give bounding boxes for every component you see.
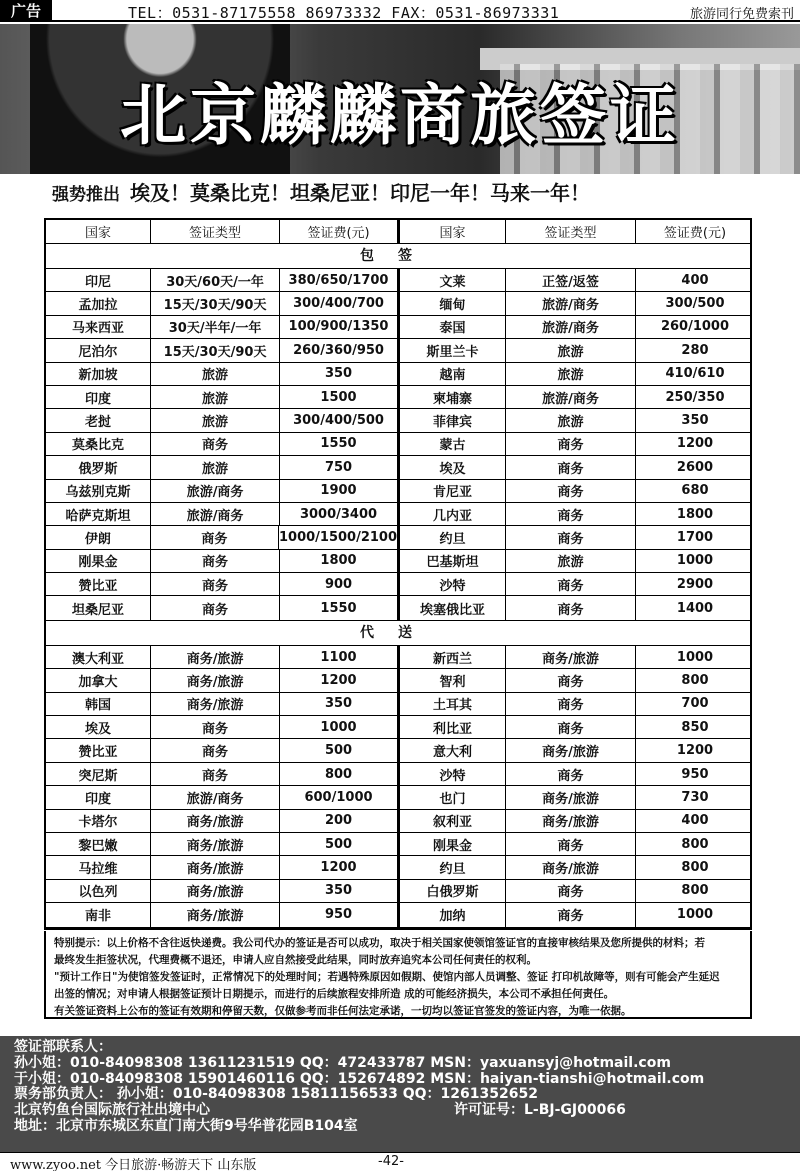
country-cell: 斯里兰卡	[400, 339, 506, 361]
visa-fee-cell: 260/360/950	[293, 342, 384, 358]
country-cell: 以色列	[46, 880, 151, 902]
country-cell: 俄罗斯	[46, 456, 151, 478]
visa-fee-cell: 280	[681, 342, 709, 358]
visa-type-cell: 旅游/商务	[151, 480, 280, 502]
visa-fee-cell: 500	[324, 836, 353, 852]
visa-type-cell: 商务	[151, 526, 279, 548]
country-cell: 突尼斯	[46, 763, 151, 785]
visa-fee-cell: 700	[681, 696, 709, 712]
country-cell: 南非	[46, 903, 151, 926]
visa-fee-cell: 800	[681, 672, 709, 688]
banner-title: 北京麟麟商旅签证	[120, 77, 680, 154]
table-row	[46, 833, 750, 856]
visa-type-cell: 商务/旅游	[506, 739, 636, 761]
header-visa-fee: 签证费(元)	[307, 226, 370, 241]
notice-line: 出签的情况；对申请人根据签证预计日期提示，而进行的后续旅程安排所造 成的可能经济损失，本公司不承担任何责任。	[54, 988, 615, 1000]
page-footer	[0, 1152, 800, 1171]
country-cell: 约旦	[400, 526, 506, 548]
visa-fee-cell: 1800	[320, 553, 357, 569]
visa-type-cell: 旅游	[506, 363, 636, 385]
table-row	[46, 596, 750, 619]
visa-fee-cell: 2600	[676, 459, 714, 475]
visa-fee-cell: 1200	[320, 860, 357, 876]
country-cell: 利比亚	[400, 716, 506, 738]
table-row	[46, 646, 750, 669]
visa-type-cell: 商务	[506, 880, 636, 902]
agency-name-text: 北京钓鱼台国际旅行社出境中心	[14, 1102, 210, 1119]
visa-fee-cell: 1200	[320, 672, 357, 688]
ad-tag: 广告	[0, 0, 52, 22]
visa-type-cell: 商务	[506, 526, 636, 548]
visa-fee-cell: 1200	[676, 436, 714, 452]
country-cell: 印度	[46, 786, 151, 808]
visa-type-cell: 商务	[506, 456, 636, 478]
special-notice	[44, 931, 752, 1019]
table-row	[46, 409, 750, 432]
visa-type-cell: 商务/旅游	[151, 810, 280, 832]
country-cell: 沙特	[400, 763, 506, 785]
country-cell: 加纳	[400, 903, 506, 926]
visa-type-cell: 商务	[151, 763, 280, 785]
visa-type-cell: 商务	[151, 596, 280, 619]
address-line: 地址：北京市东城区东直门南大街9号华普花园B104室	[14, 1117, 358, 1134]
table-row	[46, 669, 750, 692]
notice-line: 有关签证资料上公布的签证有效期和停留天数，仅做参考而非任何法定承诺，一切均以签证官签发的签证内容，为唯一依据。	[54, 1005, 632, 1017]
country-cell: 几内亚	[400, 503, 506, 525]
notice-line: "预计工作日"为使馆签发签证时，正常情况下的处理时间；若遇特殊原因如假期、使馆内部人员调整、签证 打印机故障等，则有可能会产生延迟	[54, 971, 720, 983]
agency-name	[14, 1103, 786, 1119]
visa-type-cell: 商务	[151, 433, 280, 455]
table-row	[46, 880, 750, 903]
country-cell: 埃及	[46, 716, 151, 738]
table-row	[46, 456, 750, 479]
visa-type-cell: 旅游/商务	[506, 292, 636, 314]
contact-block	[0, 1036, 800, 1152]
visa-fee-cell: 1500	[320, 389, 357, 405]
country-cell: 乌兹别克斯	[46, 480, 151, 502]
notice-line: 最终发生拒签状况，代理费概不退还，申请人应自然接受此结果，同时放弃追究本公司任何责任的权利。	[54, 954, 537, 966]
country-cell: 文莱	[400, 269, 506, 291]
country-cell: 柬埔寨	[400, 386, 506, 408]
visa-type-cell: 商务/旅游	[506, 810, 636, 832]
visa-fee-cell: 3000/3400	[299, 506, 378, 522]
visa-type-cell: 商务	[151, 739, 280, 761]
table-row	[46, 763, 750, 786]
visa-type-cell: 正签/返签	[506, 269, 636, 291]
top-contact-line: TEL：0531-87175558 86973332 FAX：0531-86973331	[128, 4, 560, 22]
visa-type-cell: 商务/旅游	[506, 786, 636, 808]
visa-fee-cell: 380/650/1700	[288, 272, 389, 288]
country-cell: 叙利亚	[400, 810, 506, 832]
top-strip	[0, 0, 800, 22]
country-cell: 莫桑比克	[46, 433, 151, 455]
visa-fee-cell: 260/1000	[660, 319, 730, 335]
visa-fee-cell: 1000	[676, 553, 714, 569]
table-body	[46, 244, 750, 928]
visa-type-cell: 商务/旅游	[151, 833, 280, 855]
notice-line: 特别提示：以上价格不含往返快递费。我公司代办的签证是否可以成功，取决于相关国家使领馆签证官的直接审核结果及您所提供的材料；若	[54, 937, 705, 949]
visa-type-cell: 商务	[506, 716, 636, 738]
header-visa-fee: 签证费(元)	[663, 226, 727, 241]
table-row	[46, 693, 750, 716]
visa-fee-cell: 680	[681, 483, 709, 499]
visa-fee-cell: 1000/1500/2100	[278, 529, 398, 545]
country-cell: 坦桑尼亚	[46, 596, 151, 619]
country-cell: 埃塞俄比亚	[400, 596, 506, 619]
visa-fee-cell: 350	[324, 696, 353, 712]
table-row	[46, 316, 750, 339]
country-cell: 土耳其	[400, 693, 506, 715]
section-label: 包签	[46, 244, 750, 269]
visa-fee-cell: 300/400/700	[293, 296, 384, 312]
visa-fee-cell: 410/610	[665, 366, 725, 382]
visa-fee-cell: 400	[681, 813, 709, 829]
visa-fee-cell: 600/1000	[304, 789, 373, 805]
section-rows	[46, 269, 750, 621]
country-cell: 蒙古	[400, 433, 506, 455]
country-cell: 黎巴嫩	[46, 833, 151, 855]
visa-type-cell: 商务	[506, 433, 636, 455]
country-cell: 老挝	[46, 409, 151, 431]
visa-type-cell: 旅游	[151, 386, 280, 408]
visa-type-cell: 商务	[506, 596, 636, 619]
visa-type-cell: 商务/旅游	[506, 646, 636, 668]
table-row	[46, 810, 750, 833]
visa-fee-cell: 200	[324, 813, 353, 829]
table-row	[46, 433, 750, 456]
table-row	[46, 363, 750, 386]
country-cell: 埃及	[400, 456, 506, 478]
visa-type-cell: 旅游	[151, 409, 280, 431]
visa-fee-cell: 800	[681, 883, 709, 899]
visa-fee-cell: 1550	[320, 436, 357, 452]
visa-fee-cell: 850	[681, 719, 709, 735]
banner	[0, 24, 800, 174]
visa-type-cell: 商务	[151, 716, 280, 738]
visa-fee-cell: 400	[681, 272, 709, 288]
country-cell: 新西兰	[400, 646, 506, 668]
visa-type-cell: 30天/60天/一年	[151, 269, 280, 291]
visa-type-cell: 商务	[151, 550, 280, 572]
promo-line	[52, 177, 590, 206]
visa-type-cell: 15天/30天/90天	[151, 292, 280, 314]
country-cell: 沙特	[400, 573, 506, 595]
country-cell: 刚果金	[46, 550, 151, 572]
visa-type-cell: 商务	[506, 693, 636, 715]
license-number: 许可证号：L-BJ-GJ00066	[454, 1102, 626, 1119]
country-cell: 赞比亚	[46, 573, 151, 595]
section-rows	[46, 646, 750, 928]
visa-fee-cell: 950	[324, 907, 353, 923]
visa-type-cell: 商务/旅游	[506, 856, 636, 878]
visa-type-cell: 15天/30天/90天	[151, 339, 280, 361]
page-number: -42-	[378, 1154, 404, 1169]
country-cell: 新加坡	[46, 363, 151, 385]
country-cell: 加拿大	[46, 669, 151, 691]
country-cell: 白俄罗斯	[400, 880, 506, 902]
visa-fee-cell: 1900	[320, 483, 357, 499]
country-cell: 澳大利亚	[46, 646, 151, 668]
visa-type-cell: 商务/旅游	[151, 903, 280, 926]
visa-fee-cell: 1200	[676, 743, 714, 759]
country-cell: 约旦	[400, 856, 506, 878]
table-row	[46, 339, 750, 362]
table-row	[46, 503, 750, 526]
visa-fee-cell: 1700	[676, 529, 714, 545]
visa-type-cell: 商务/旅游	[151, 669, 280, 691]
visa-type-cell: 旅游	[506, 409, 636, 431]
footer-site: www.zyoo.net 今日旅游·畅游天下 山东版	[10, 1158, 257, 1171]
country-cell: 越南	[400, 363, 506, 385]
visa-type-cell: 旅游/商务	[151, 503, 280, 525]
contact-line: 孙小姐：010-84098308 13611231519 QQ：472433787 MSN：yaxuansyj@hotmail.com	[14, 1054, 671, 1071]
table-row	[46, 550, 750, 573]
contact-heading: 签证部联系人：	[14, 1039, 112, 1055]
country-cell: 智利	[400, 669, 506, 691]
country-cell: 肯尼亚	[400, 480, 506, 502]
visa-type-cell: 旅游/商务	[506, 386, 636, 408]
visa-fee-cell: 1000	[676, 907, 714, 923]
visa-type-cell: 商务	[506, 833, 636, 855]
visa-type-cell: 旅游	[151, 363, 280, 385]
visa-fee-cell: 1800	[676, 506, 714, 522]
top-right-text: 旅游同行免费索刊	[689, 7, 794, 22]
visa-fee-cell: 730	[681, 789, 709, 805]
visa-fee-cell: 350	[681, 413, 709, 429]
visa-type-cell: 商务/旅游	[151, 646, 280, 668]
visa-type-cell: 商务	[506, 903, 636, 926]
visa-fee-cell: 350	[324, 366, 353, 382]
visa-fee-cell: 100/900/1350	[288, 319, 389, 335]
visa-fee-cell: 2900	[676, 576, 714, 592]
country-cell: 韩国	[46, 693, 151, 715]
country-cell: 赞比亚	[46, 739, 151, 761]
table-row	[46, 292, 750, 315]
promo-text: 埃及！莫桑比克！坦桑尼亚！印尼一年！马来一年！	[130, 181, 590, 205]
country-cell: 尼泊尔	[46, 339, 151, 361]
visa-fee-cell: 1000	[320, 719, 357, 735]
visa-fee-cell: 500	[324, 743, 353, 759]
table-row	[46, 480, 750, 503]
visa-fee-cell: 300/500	[665, 296, 725, 312]
visa-type-cell: 旅游/商务	[151, 786, 280, 808]
country-cell: 印度	[46, 386, 151, 408]
country-cell: 也门	[400, 786, 506, 808]
table-header	[46, 220, 750, 244]
country-cell: 卡塔尔	[46, 810, 151, 832]
country-cell: 刚果金	[400, 833, 506, 855]
visa-type-cell: 商务/旅游	[151, 856, 280, 878]
visa-fee-cell: 1550	[320, 600, 357, 616]
visa-type-cell: 旅游	[506, 339, 636, 361]
contact-line: 票务部负责人： 孙小姐：010-84098308 15811156533 QQ：1261352652	[14, 1086, 538, 1103]
visa-type-cell: 商务	[506, 480, 636, 502]
visa-type-cell: 商务	[506, 763, 636, 785]
visa-fee-cell: 750	[324, 459, 353, 475]
section-label: 代送	[46, 621, 750, 646]
table-row	[46, 269, 750, 292]
visa-fee-cell: 1100	[320, 649, 357, 665]
table-row	[46, 856, 750, 879]
visa-type-cell: 30天/半年/一年	[151, 316, 280, 338]
visa-type-cell: 旅游	[506, 550, 636, 572]
header-country: 国家	[400, 220, 506, 243]
country-cell: 巴基斯坦	[400, 550, 506, 572]
contact-line: 于小姐：010-84098308 15901460116 QQ：152674892 MSN：haiyan-tianshi@hotmail.com	[14, 1070, 705, 1087]
table-row	[46, 526, 750, 549]
visa-type-cell: 商务/旅游	[151, 880, 280, 902]
table-row	[46, 786, 750, 809]
visa-price-table	[44, 218, 752, 930]
header-visa-type: 签证类型	[506, 220, 636, 243]
visa-fee-cell: 350	[324, 883, 353, 899]
country-cell: 意大利	[400, 739, 506, 761]
visa-fee-cell: 250/350	[665, 389, 725, 405]
country-cell: 印尼	[46, 269, 151, 291]
visa-type-cell: 旅游	[151, 456, 280, 478]
country-cell: 缅甸	[400, 292, 506, 314]
country-cell: 伊朗	[46, 526, 151, 548]
visa-type-cell: 商务	[151, 573, 280, 595]
country-cell: 菲律宾	[400, 409, 506, 431]
visa-type-cell: 商务/旅游	[151, 693, 280, 715]
visa-type-cell: 商务	[506, 669, 636, 691]
country-cell: 哈萨克斯坦	[46, 503, 151, 525]
visa-fee-cell: 950	[681, 766, 709, 782]
country-cell: 马来西亚	[46, 316, 151, 338]
visa-fee-cell: 1000	[676, 649, 714, 665]
country-cell: 马拉维	[46, 856, 151, 878]
country-cell: 泰国	[400, 316, 506, 338]
country-cell: 孟加拉	[46, 292, 151, 314]
visa-fee-cell: 800	[681, 836, 709, 852]
promo-lead: 强势推出	[52, 185, 120, 205]
visa-type-cell: 商务	[506, 503, 636, 525]
visa-fee-cell: 900	[324, 576, 353, 592]
header-country: 国家	[46, 220, 151, 243]
table-row	[46, 573, 750, 596]
visa-fee-cell: 800	[324, 766, 353, 782]
table-row	[46, 739, 750, 762]
table-row	[46, 386, 750, 409]
header-visa-type: 签证类型	[151, 220, 280, 243]
visa-fee-cell: 800	[681, 860, 709, 876]
visa-fee-cell: 1400	[676, 600, 714, 616]
table-row	[46, 716, 750, 739]
visa-fee-cell: 300/400/500	[293, 413, 384, 429]
visa-type-cell: 旅游/商务	[506, 316, 636, 338]
table-row	[46, 903, 750, 926]
visa-type-cell: 商务	[506, 573, 636, 595]
